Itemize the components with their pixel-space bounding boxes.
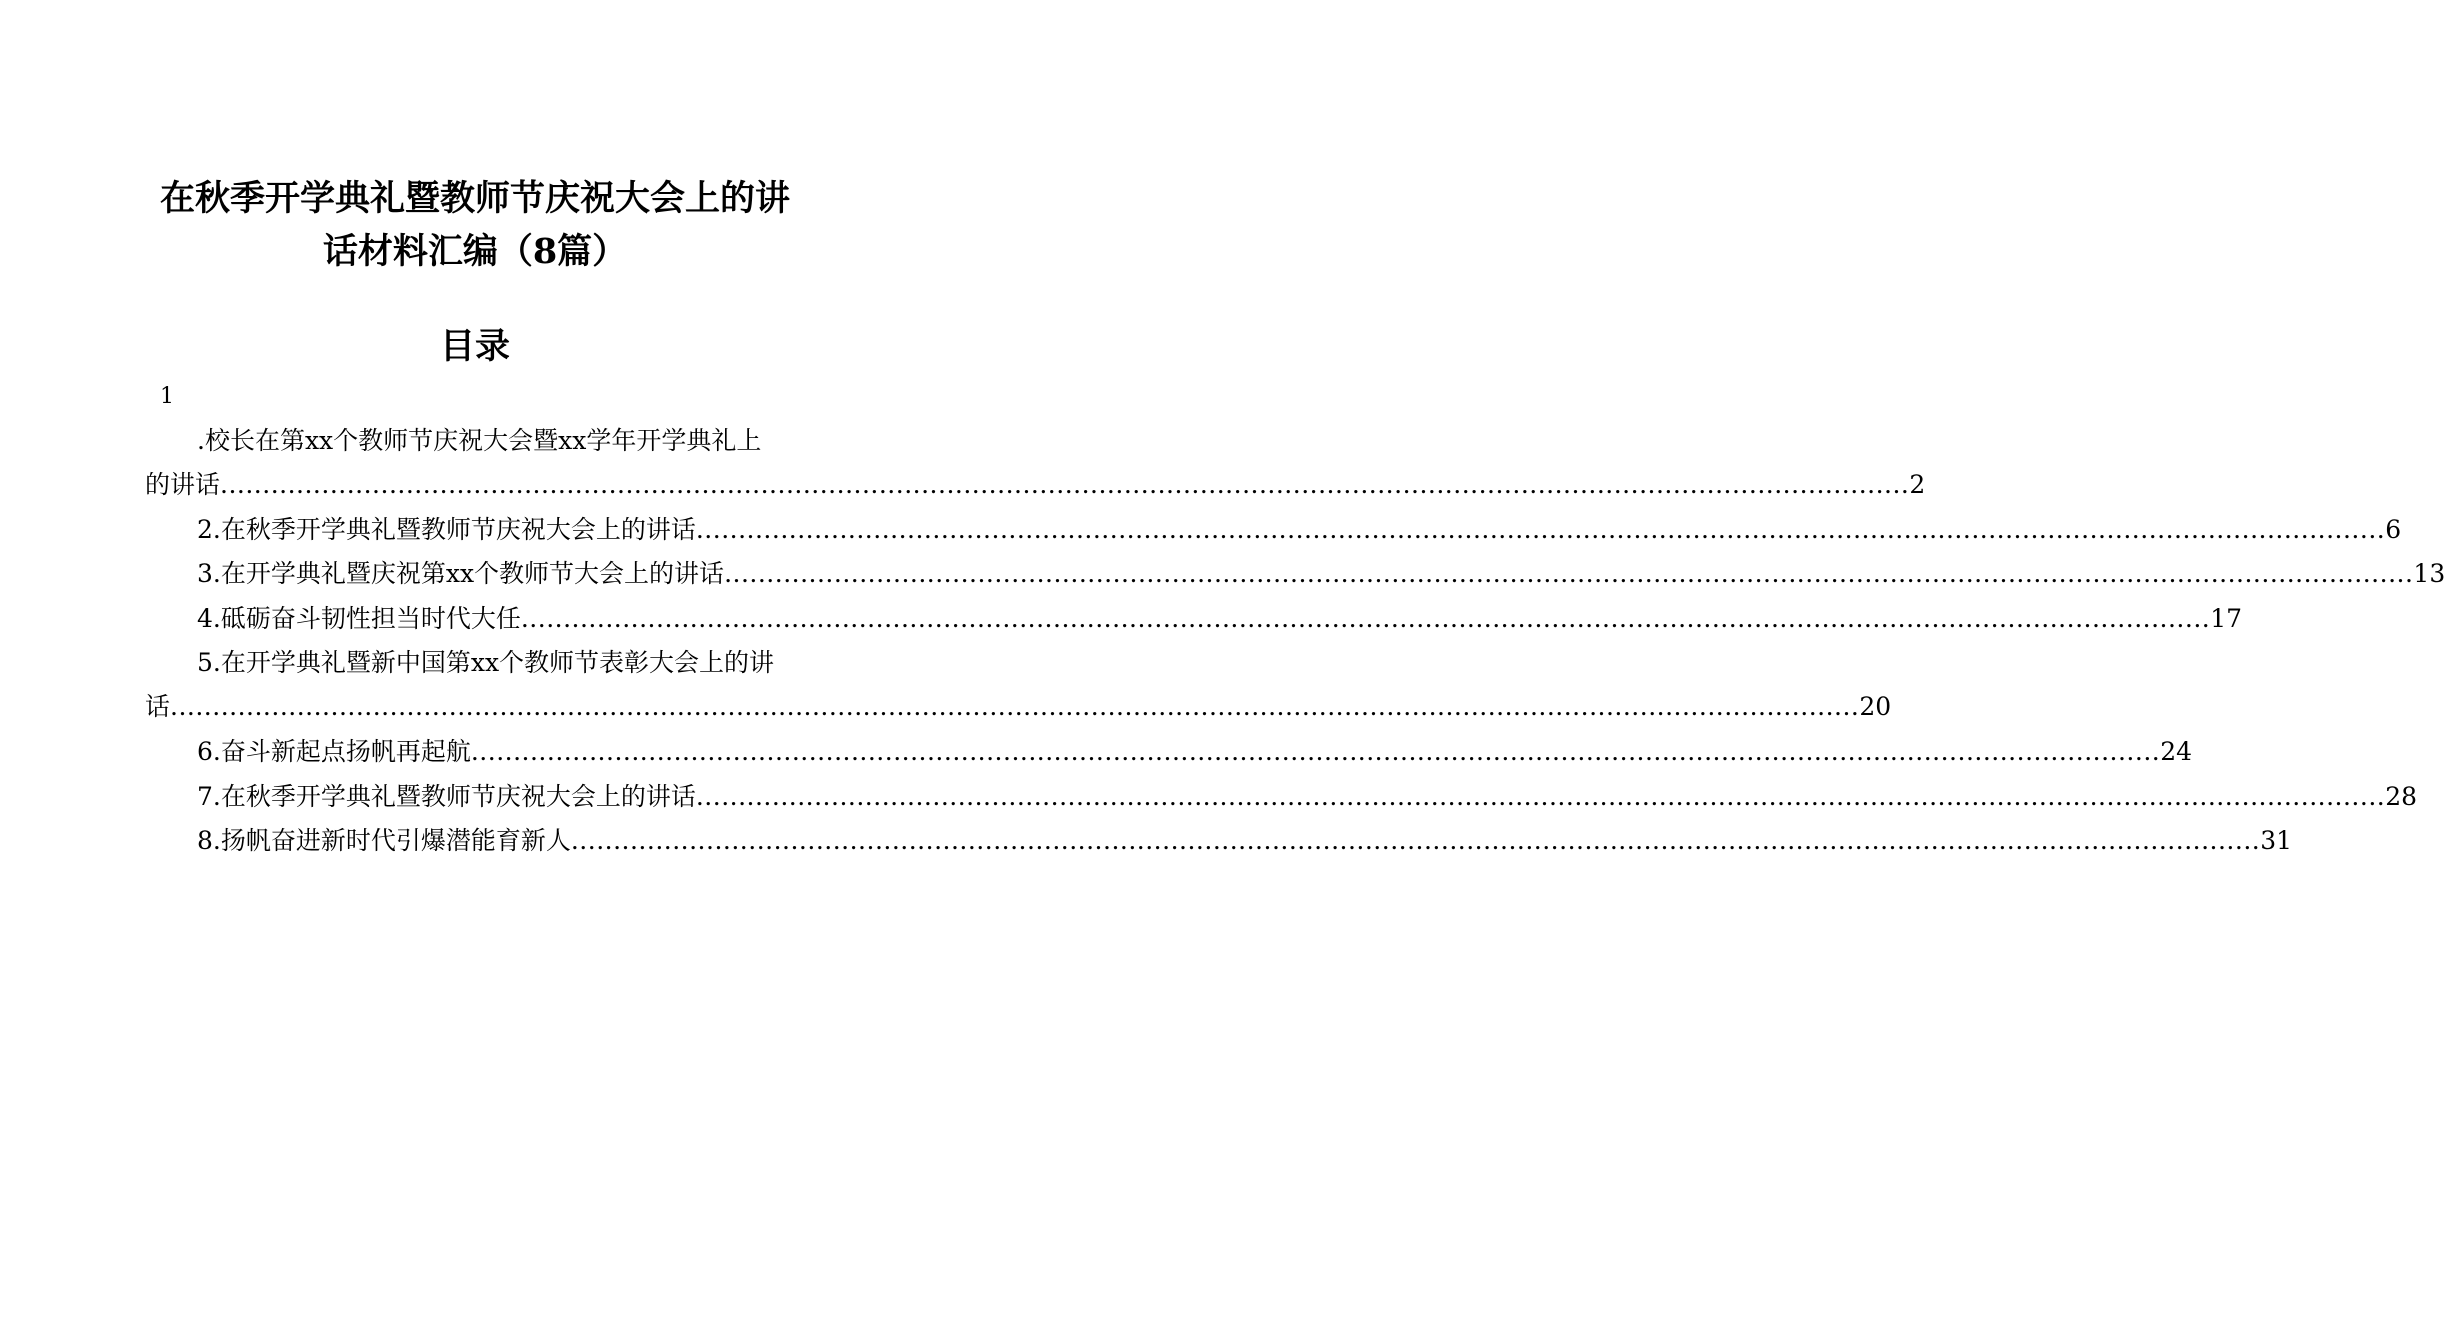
toc-entry-text: 3.在开学典礼暨庆祝第xx个教师节大会上的讲话	[197, 559, 725, 588]
toc-entry-text: 2.在秋季开学典礼暨教师节庆祝大会上的讲话	[197, 515, 696, 544]
toc-leader-dots: ........................................................................................................................................................................................................	[220, 470, 1910, 499]
toc-heading: 目录	[439, 326, 510, 367]
toc-entry-4[interactable]	[145, 597, 2243, 641]
toc-entry-text: 的讲话	[145, 470, 221, 499]
toc-page-number: 31	[2260, 826, 2293, 855]
toc-entry-7[interactable]	[145, 775, 2418, 819]
toc-page-number: 17	[2210, 604, 2243, 633]
toc-leader-dots: ........................................................................................................................................................................................................	[695, 782, 2386, 811]
toc-page-number: 24	[2160, 737, 2193, 766]
toc-leader-dots: ........................................................................................................................................................................................................	[520, 604, 2211, 633]
toc-entry-text: 5.在开学典礼暨新中国第xx个教师节表彰大会上的讲	[197, 648, 775, 677]
toc-leader-dots: ........................................................................................................................................................................................................	[470, 737, 2161, 766]
toc-stray-number: 1	[160, 384, 174, 409]
toc-entry-text: 8.扬帆奋进新时代引爆潜能育新人	[197, 826, 571, 855]
toc-entry-6[interactable]	[145, 730, 2193, 774]
toc-page-number: 2	[1909, 470, 1926, 499]
toc-page-number: 20	[1859, 692, 1892, 721]
toc-leader-dots: ........................................................................................................................................................................................................	[695, 515, 2386, 544]
toc-entry-5[interactable]	[145, 641, 1892, 729]
toc-leader-dots: ........................................................................................................................................................................................................	[724, 559, 2414, 588]
toc-entry-3[interactable]	[145, 552, 2445, 596]
toc-entry-text: 7.在秋季开学典礼暨教师节庆祝大会上的讲话	[197, 782, 696, 811]
toc-entry-2[interactable]	[145, 508, 2402, 552]
toc-leader-dots: ........................................................................................................................................................................................................	[570, 826, 2261, 855]
document-title	[0, 172, 950, 278]
toc-entry-text: 话	[145, 692, 171, 721]
toc-entry-text: .校长在第xx个教师节庆祝大会暨xx学年开学典礼上	[197, 426, 762, 455]
toc-entry-text: 4.砥砺奋斗韧性担当时代大任	[197, 604, 521, 633]
toc-entry-text: 6.奋斗新起点扬帆再起航	[197, 737, 471, 766]
document-title-line-1: 在秋季开学典礼暨教师节庆祝大会上的讲	[159, 178, 790, 219]
toc-entry-1[interactable]	[145, 419, 1926, 507]
toc-page-number: 13	[2413, 559, 2445, 588]
toc-page-number: 28	[2385, 782, 2418, 811]
toc-leader-dots: ........................................................................................................................................................................................................	[170, 692, 1860, 721]
toc-entry-8[interactable]	[145, 819, 2293, 863]
document-title-line-2: 话材料汇编（8篇）	[322, 231, 628, 272]
toc-page-number: 6	[2385, 515, 2402, 544]
